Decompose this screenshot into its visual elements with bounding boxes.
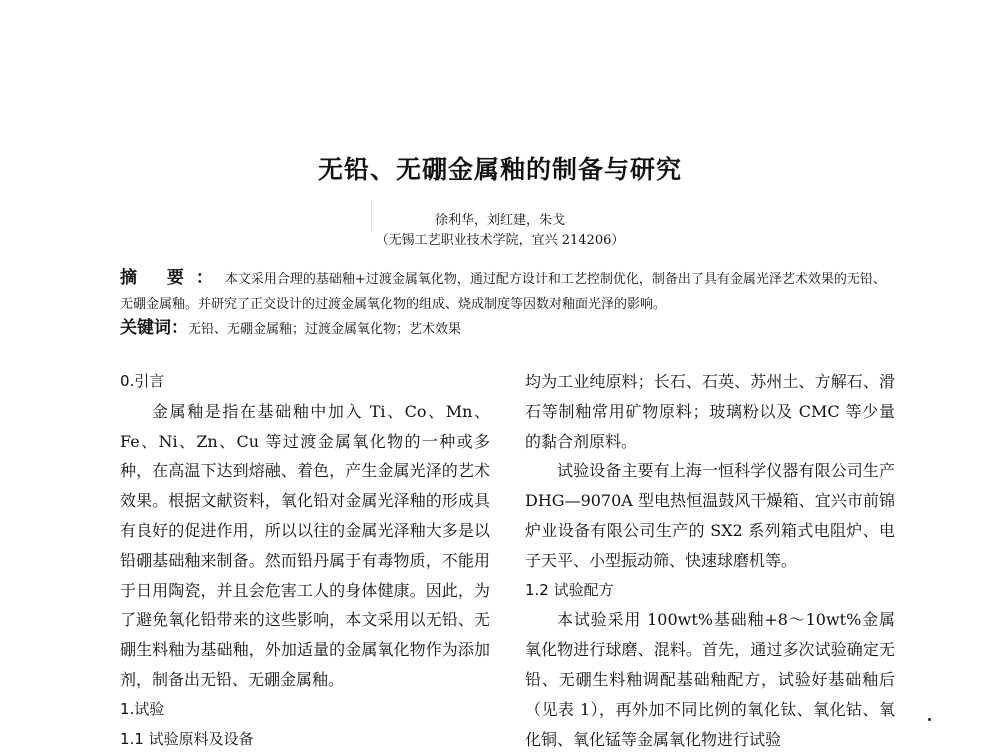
paper-title: 无铅、无硼金属釉的制备与研究 — [317, 155, 682, 184]
abstract — [120, 266, 895, 317]
subsection-heading-formula: 1.2 试验配方 — [525, 580, 614, 599]
paragraph-equipment: 试验设备主要有上海一恒科学仪器有限公司生产 DHG—9070A 型电热恒温鼓风干燥箱、宜兴市前锦炉业设备有限公司生产的 SX2 系列箱式电阻炉、电子天平、小型振动筛、快速球磨机等。 — [525, 461, 895, 570]
affiliation: （无锡工艺职业技术学院，宜兴 214206） — [375, 233, 625, 248]
subsection-heading-materials: 1.1 试验原料及设备 — [120, 729, 254, 748]
abstract-label: 摘 要： — [120, 268, 225, 288]
left-column — [120, 367, 490, 754]
paragraph-materials: 均为工业纯原料；长石、石英、苏州土、方解石、滑石等制釉常用矿物原料；玻璃粉以及 CMC 等少量的黏合剂原料。 — [525, 372, 895, 451]
paragraph-intro: 金属釉是指在基础釉中加入 Ti、Co、Mn、Fe、Ni、Zn、Cu 等过渡金属氧化物的一种或多种，在高温下达到熔融、着色，产生金属光泽的艺术效果。根据文献资料，氧化铅对金属光泽釉的形成具有良好的促进作用，所以以往的金属光泽釉大多是以铅硼基础釉来制备。然而铅丹属于有毒物质，不能用于日用陶瓷，并且会危害工人的身体健康。因此，为了避免氧化铅带来的这些影响，本文采用以无铅、无硼生料釉为基础釉，外加适量的金属氧化物作为添加剂，制备出无铅、无硼金属釉。 — [120, 401, 490, 689]
keywords — [120, 316, 895, 342]
abstract-text: 本文采用合理的基础釉+过渡金属氧化物，通过配方设计和工艺控制优化，制备出了具有金属光泽艺术效果的无铅、无硼金属釉。并研究了正交设计的过渡金属氧化物的组成、烧成制度等因数对釉面光泽的影响。 — [120, 272, 886, 312]
scan-speck — [928, 718, 931, 721]
section-heading-experiment: 1.试验 — [120, 699, 165, 718]
section-heading-intro: 0.引言 — [120, 372, 165, 390]
paragraph-formula: 本试验采用 100wt%基础釉+8～10wt%金属氧化物进行球磨、混料。首先，通过多次试验确定无铅、无硼生料釉调配基础釉配方，试验好基础釉后（见表 1），再外加不同比例的氧化钛、氧化钴、氧化铜、氧化锰等金属氧化物进行试验 — [525, 610, 895, 749]
keywords-label: 关键词： — [120, 318, 188, 338]
keywords-text: 无铅、无硼金属釉；过渡金属氧化物；艺术效果 — [188, 322, 462, 337]
right-column — [525, 367, 895, 754]
authors: 徐利华，刘红建，朱戈 — [434, 213, 565, 228]
